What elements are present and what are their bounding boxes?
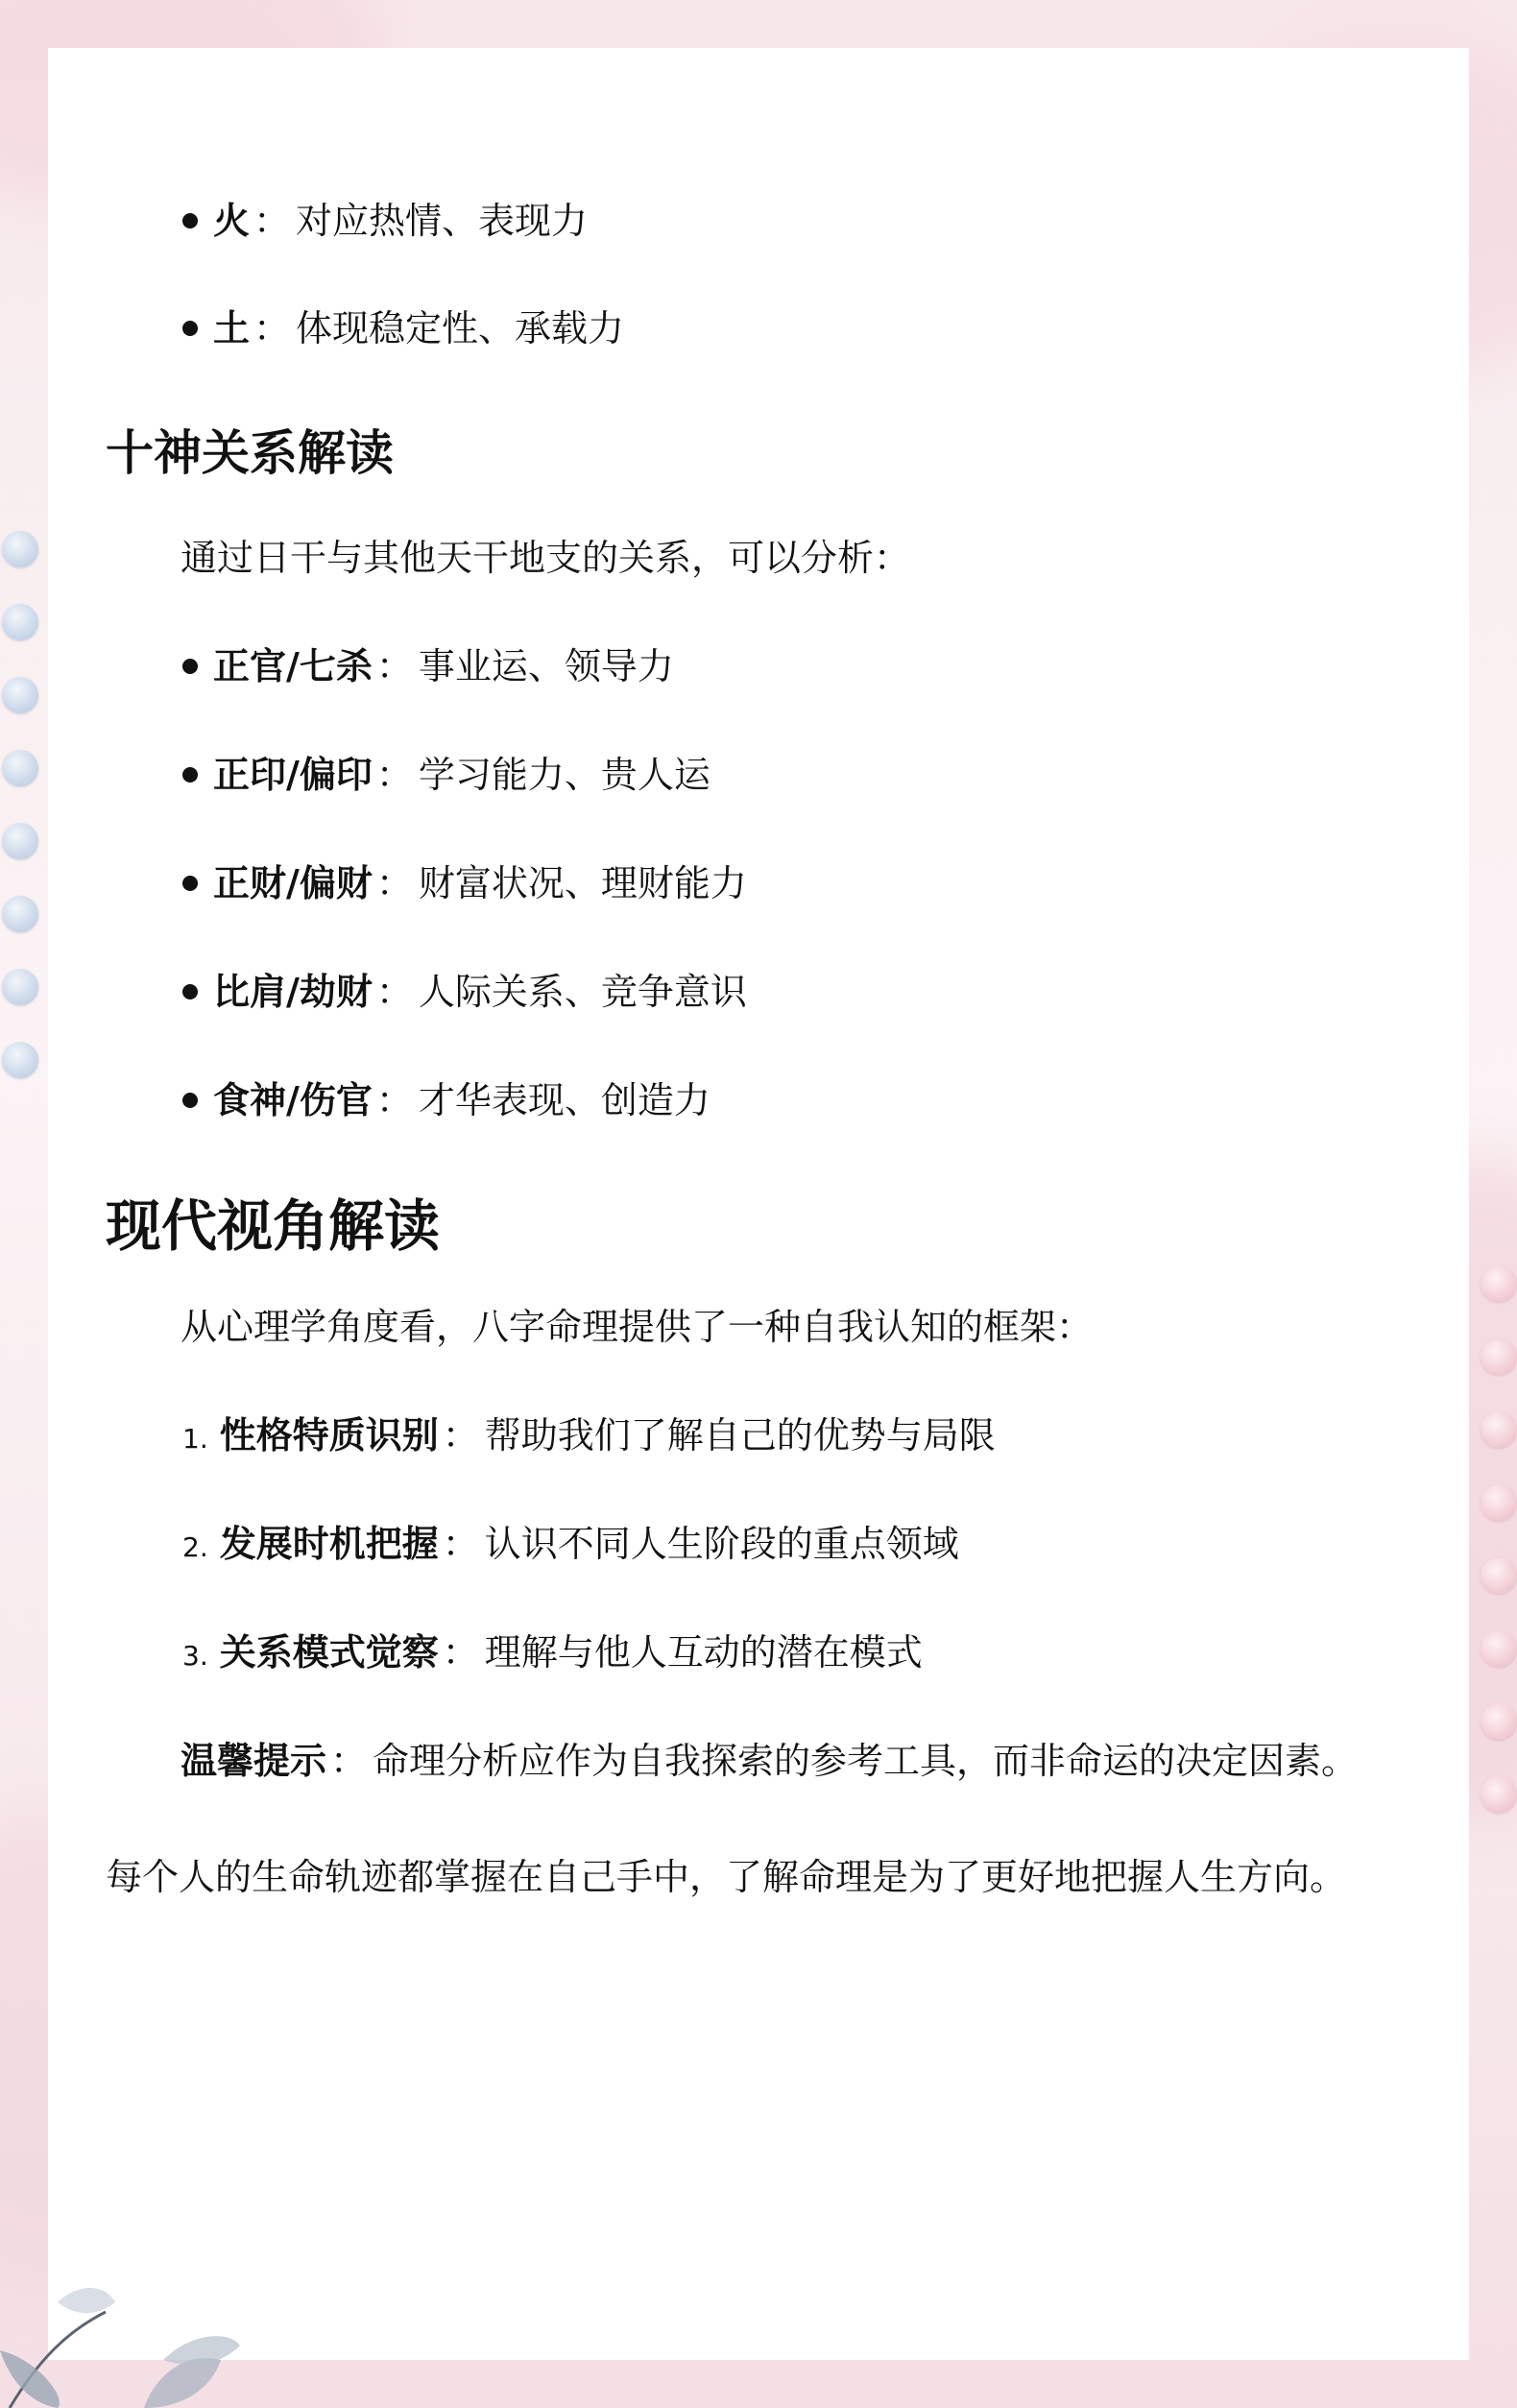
item-separator: ：	[442, 1631, 479, 1674]
list-item-separator: ：	[375, 862, 413, 904]
list-item	[182, 860, 747, 906]
binder-hole	[2, 896, 38, 932]
pearl-dot	[1481, 1484, 1517, 1521]
pearl-dot	[1481, 1265, 1517, 1302]
list-item	[182, 643, 674, 689]
closing-paragraph: 每个人的生命轨迹都掌握在自己手中，了解命理是为了更好地把握人生方向。	[106, 1856, 1347, 1898]
item-separator: ：	[442, 1414, 479, 1457]
item-description: 帮助我们了解自己的优势与局限	[484, 1414, 996, 1457]
item-term: 性格特质识别	[219, 1414, 439, 1457]
list-item	[182, 305, 624, 351]
binder-hole	[2, 531, 38, 567]
bullet-icon	[182, 984, 198, 999]
list-item-separator: ：	[375, 645, 413, 687]
list-item-term: 土	[213, 307, 251, 349]
list-item	[182, 969, 747, 1015]
binder-hole	[2, 969, 38, 1005]
item-term: 发展时机把握	[219, 1523, 439, 1565]
list-item-description: 人际关系、竞争意识	[418, 971, 747, 1013]
item-description: 认识不同人生阶段的重点领域	[484, 1523, 959, 1565]
binder-hole	[2, 604, 38, 640]
bullet-icon	[182, 767, 198, 783]
binder-hole	[2, 823, 38, 859]
section-heading: 现代视角解读	[106, 1193, 441, 1259]
section-intro: 通过日干与其他天干地支的关系，可以分析：	[181, 537, 911, 579]
pearl-dot	[1481, 1776, 1517, 1813]
list-item-separator: ：	[375, 1079, 413, 1121]
list-item	[182, 1077, 710, 1123]
pearl-dot	[1481, 1557, 1517, 1594]
tip-label: 温馨提示	[181, 1740, 327, 1782]
pearl-dot	[1481, 1411, 1517, 1448]
item-separator: ：	[442, 1523, 479, 1565]
list-item-description: 体现稳定性、承载力	[296, 307, 625, 349]
list-item-term: 火	[213, 200, 251, 242]
item-number: 1.	[182, 1423, 208, 1455]
list-item-description: 才华表现、创造力	[418, 1079, 710, 1121]
list-item-description: 事业运、领导力	[418, 645, 674, 687]
list-item-term: 比肩/劫财	[213, 971, 373, 1013]
list-item-separator: ：	[375, 754, 413, 796]
binder-hole	[2, 677, 38, 713]
binder-hole	[2, 750, 38, 786]
item-number: 3.	[182, 1640, 208, 1672]
document-content	[48, 48, 1469, 2360]
pearl-dot	[1481, 1703, 1517, 1740]
bullet-icon	[182, 321, 198, 336]
list-item-description: 对应热情、表现力	[296, 200, 589, 242]
bullet-icon	[182, 876, 198, 891]
pearl-dot	[1481, 1630, 1517, 1667]
bullet-icon	[182, 659, 198, 674]
numbered-item	[182, 1521, 959, 1571]
tip-paragraph	[181, 1738, 1358, 1784]
numbered-item	[182, 1629, 923, 1679]
list-item-separator: ：	[253, 200, 291, 242]
list-item-separator: ：	[375, 971, 413, 1013]
list-item	[182, 198, 588, 244]
list-item-term: 正财/偏财	[213, 862, 373, 904]
binder-hole	[2, 1042, 38, 1078]
item-description: 理解与他人互动的潜在模式	[484, 1631, 923, 1674]
pearl-dot	[1481, 1338, 1517, 1375]
tip-separator: ：	[330, 1740, 368, 1782]
bullet-icon	[182, 213, 198, 229]
bullet-icon	[182, 1093, 198, 1108]
section-intro: 从心理学角度看，八字命理提供了一种自我认知的框架：	[181, 1306, 1094, 1348]
item-term: 关系模式觉察	[219, 1631, 439, 1674]
list-item-term: 食神/伤官	[213, 1079, 373, 1121]
list-item-separator: ：	[253, 307, 291, 349]
numbered-item	[182, 1412, 996, 1462]
list-item-description: 学习能力、贵人运	[418, 754, 710, 796]
section-heading: 十神关系解读	[106, 425, 394, 481]
list-item-description: 财富状况、理财能力	[418, 862, 747, 904]
list-item-term: 正官/七杀	[213, 645, 373, 687]
list-item	[182, 752, 710, 798]
tip-text: 命理分析应作为自我探索的参考工具，而非命运的决定因素。	[373, 1740, 1359, 1782]
list-item-term: 正印/偏印	[213, 754, 373, 796]
item-number: 2.	[182, 1531, 208, 1563]
